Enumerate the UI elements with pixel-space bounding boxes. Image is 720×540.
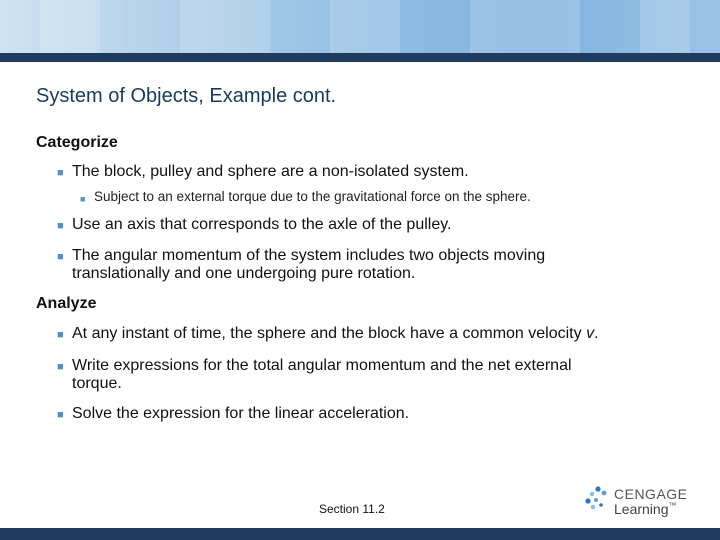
bullet-item (57, 216, 451, 235)
bullet-marker-icon: ■ (57, 361, 64, 373)
footer-section-label: Section 11.2 (319, 502, 385, 516)
bullet-item (57, 163, 469, 182)
bullet-text (72, 357, 572, 393)
bullet-line: Write expressions for the total angular momentum and the net external (72, 357, 572, 374)
bullet-marker-icon: ■ (57, 409, 64, 421)
bullet-text: The block, pulley and sphere are a non-isolated system. (72, 163, 469, 180)
bullet-item (57, 405, 409, 424)
logo-sub-text: Learning (614, 501, 669, 517)
bullet-line: torque. (72, 375, 122, 392)
heading-categorize: Categorize (36, 134, 118, 151)
velocity-variable: v (586, 325, 595, 342)
bullet-marker-icon: ■ (57, 167, 64, 179)
logo-trademark: ™ (668, 501, 677, 510)
header-bar (0, 53, 720, 62)
bullet-text-main: At any instant of time, the sphere and the block have a common velocity (72, 325, 587, 342)
slide-title: System of Objects, Example cont. (36, 85, 337, 107)
bullet-item (57, 357, 572, 393)
bullet-text: Solve the expression for the linear acceleration. (72, 405, 410, 422)
bullet-line: The angular momentum of the system includes two objects moving (72, 247, 546, 264)
banner-tile (330, 0, 400, 53)
bullet-marker-icon: ■ (57, 251, 64, 263)
bullet-marker-icon: ■ (57, 220, 64, 232)
heading-analyze: Analyze (36, 295, 97, 312)
cengage-dots-icon (584, 485, 612, 515)
banner-tile (470, 0, 580, 53)
bullet-item (57, 247, 545, 283)
header-banner (0, 0, 720, 53)
logo-sub (614, 501, 677, 517)
bullet-text: Use an axis that corresponds to the axle of the pulley. (72, 216, 452, 233)
banner-tile (40, 0, 100, 53)
bullet-text-end: . (594, 325, 599, 342)
banner-tile (640, 0, 690, 53)
bullet-line: translationally and one undergoing pure rotation. (72, 265, 416, 282)
sub-bullet-item (80, 188, 531, 208)
bullet-text (72, 247, 545, 283)
bullet-text (72, 325, 599, 344)
bullet-marker-icon: ■ (80, 194, 86, 204)
bullet-marker-icon: ■ (57, 329, 64, 341)
bullet-item (57, 325, 599, 344)
footer-bar (0, 528, 720, 540)
cengage-logo (584, 485, 694, 519)
logo-brand: CENGAGE (614, 486, 688, 502)
bullet-text: Subject to an external torque due to the gravitational force on the sphere. (94, 189, 531, 204)
banner-tile (180, 0, 270, 53)
